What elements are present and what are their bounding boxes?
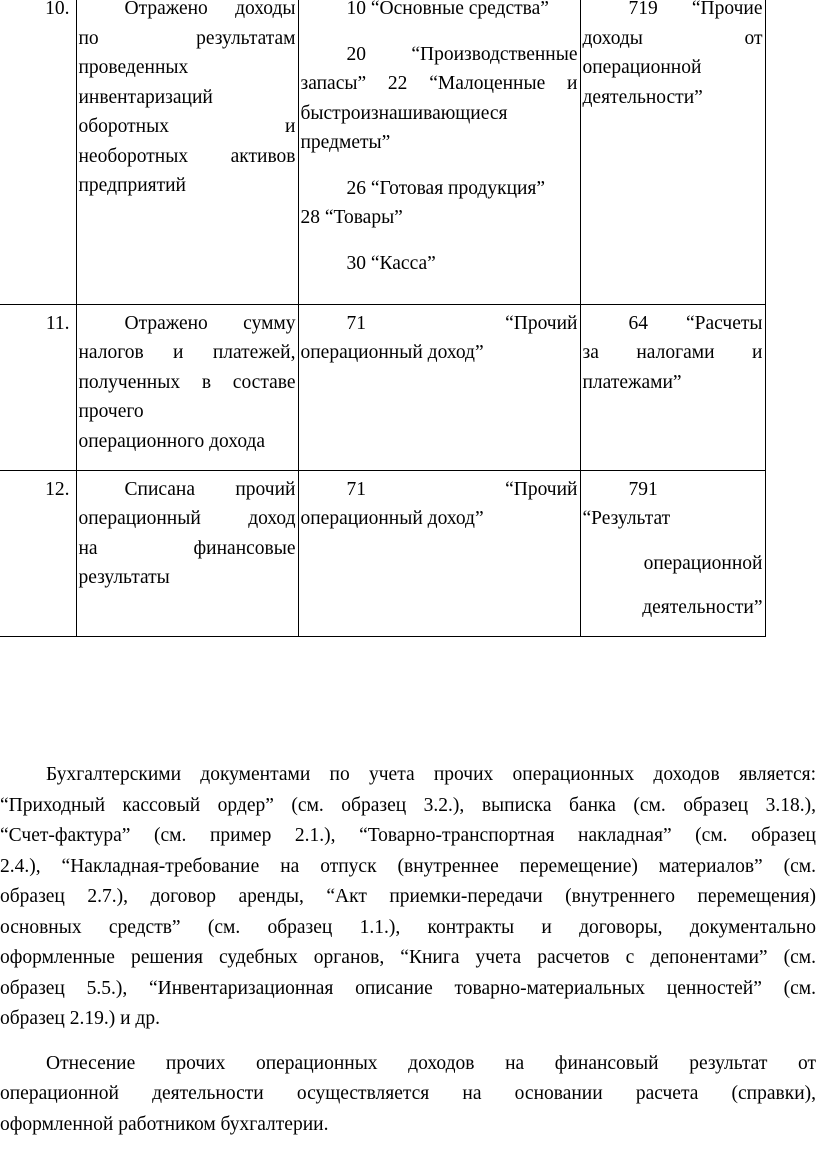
credit-account-cell: 791 “Результат операционной деятельности” (580, 470, 765, 636)
operation-cell: Отражено сумму налогов и платежей, полученных в составе прочего операционного дохода (76, 304, 298, 470)
operation-cell: Отражено доходы по результатам проведенных инвентаризаций оборотных и необоротных активов предприятий (76, 0, 298, 304)
debit-account-cell: 10 “Основные средства” 20 “Производственные запасы” 22 “Малоценные и быстроизнашивающиеся предметы” 26 “Готовая продукция” 28 “Товары” 30 “Касса” (298, 0, 580, 304)
row-number: 11. (0, 304, 76, 470)
table-row (0, 470, 765, 636)
paragraph-financial-result: Отнесение прочих операционных доходов на финансовый результат от операционной деятельности осуществляется на основании расчета (справки), оформленной работником бухгалтерии. (0, 1052, 816, 1135)
credit-account-cell: 64 “Расчеты за налогами и платежами” (580, 304, 765, 470)
body-text (0, 760, 816, 1154)
table-row (0, 304, 765, 470)
debit-account-cell: 71 “Прочий операционный доход” (298, 470, 580, 636)
paragraph-documents: Бухгалтерскими документами по учета прочих операционных доходов является: “Приходный кассовый ордер” (см. образец 3.2.), выписка банка (см. образец 3.18.), “Счет-фактура” (см. пример 2.1.), “Товарно-транспортная накладная” (см. образец 2.4.), “Накладная-требование на отпуск (внутреннее перемещение) материалов” (см. образец 2.7.), договор аренды, “Акт приемки-передачи (внутреннего перемещения) основных средств” (см. образец 1.1.), контракты и договоры, документально оформленные решения судебных органов, “Книга учета расчетов с депонентами” (см. образец 5.5.), “Инвентаризационная описание товарно-материальных ценностей” (см. образец 2.19.) и др. (0, 764, 816, 1029)
operation-cell: Списана прочий операционный доход на финансовые результаты (76, 470, 298, 636)
row-number: 10. (0, 0, 76, 304)
debit-account-cell: 71 “Прочий операционный доход” (298, 304, 580, 470)
table-row (0, 0, 765, 304)
row-number: 12. (0, 470, 76, 636)
credit-account-cell: 719 “Прочие доходы от операционной деятельности” (580, 0, 765, 304)
